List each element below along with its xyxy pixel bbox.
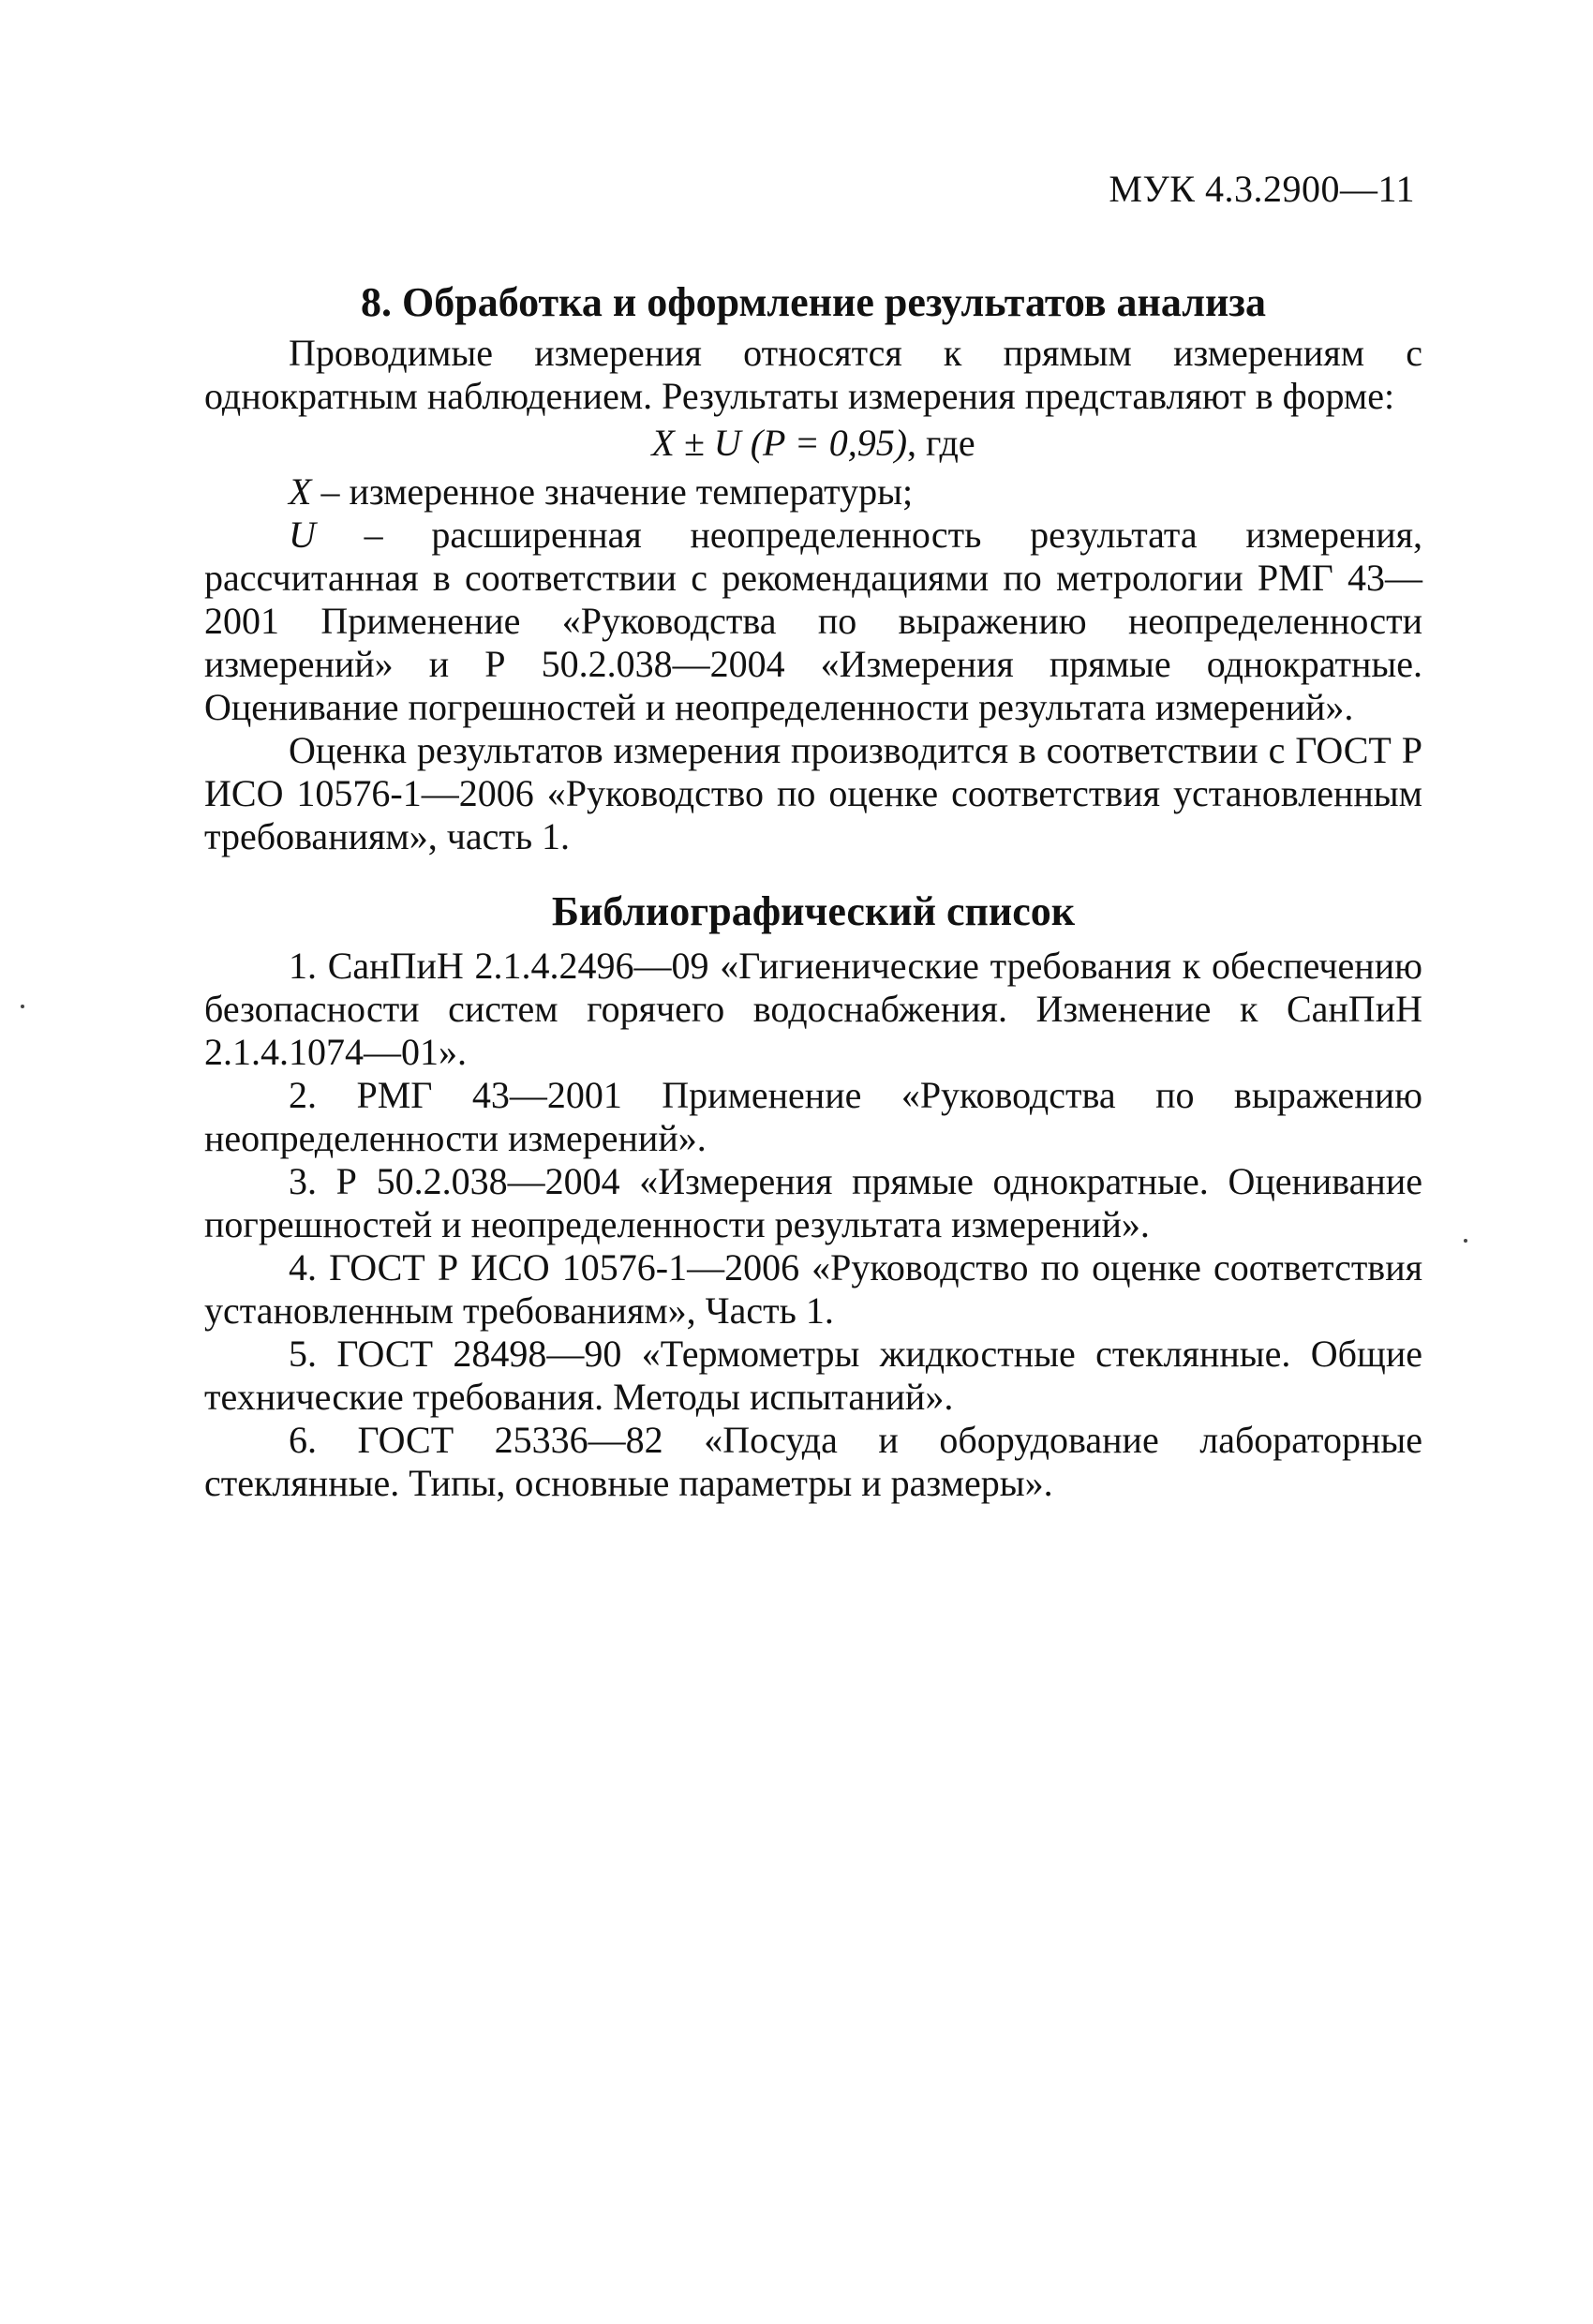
bibliography-heading: Библиографический список: [551, 888, 1076, 934]
definition-x: [204, 470, 1422, 514]
bibliography-item: 6. ГОСТ 25336—82 «Посуда и оборудование лабораторные стеклянные. Типы, основные параметры и размеры».: [204, 1419, 1422, 1504]
definition-u-text: – расширенная неопределенность результата измерения, рассчитанная в соответствии с рекомендациями по метрологии РМГ 43—2001 Применение «Руководства по выражению неопределенности измерений» и Р 50.2.038—2004 «Измерения прямые однократные. Оценивание погрешностей и неопределенности результата измерений».: [204, 514, 1422, 728]
definition-x-text: – измеренное значение температуры;: [311, 470, 914, 513]
bibliography-item: 4. ГОСТ Р ИСО 10576-1—2006 «Руководство по оценке соответствия установленным требованиям», Часть 1.: [204, 1246, 1422, 1332]
definition-u-symbol: U: [289, 514, 316, 556]
bibliography-item: 1. СанПиН 2.1.4.2496—09 «Гигиенические требования к обеспечению безопасности систем горячего водоснабжения. Изменение к СанПиН 2.1.4.1074—01».: [204, 945, 1422, 1073]
definition-u: [204, 514, 1422, 729]
bibliography-list: [204, 945, 1422, 1505]
bibliography-item: 5. ГОСТ 28498—90 «Термометры жидкостные стеклянные. Общие технические требования. Методы испытаний».: [204, 1333, 1422, 1418]
bibliography-item: 3. Р 50.2.038—2004 «Измерения прямые однократные. Оценивание погрешностей и неопределенности результата измерений».: [204, 1160, 1422, 1245]
bibliography-item: 2. РМГ 43—2001 Применение «Руководства по выражению неопределенности измерений».: [204, 1074, 1422, 1159]
formula-expression: X ± U (P = 0,95): [651, 422, 908, 464]
scan-speck: [1464, 1239, 1467, 1243]
formula-suffix: , где: [907, 422, 975, 464]
section-heading: 8. Обработка и оформление результатов анализа: [361, 279, 1266, 325]
result-formula: [204, 420, 1422, 467]
scan-speck: [21, 1005, 24, 1008]
intro-paragraph: Проводимые измерения относятся к прямым измерениям с однократным наблюдением. Результаты измерения представляют в форме:: [204, 332, 1422, 417]
assessment-paragraph: Оценка результатов измерения производится в соответствии с ГОСТ Р ИСО 10576-1—2006 «Руководство по оценке соответствия установленным требованиям», часть 1.: [204, 729, 1422, 857]
definition-x-symbol: X: [289, 470, 312, 513]
document-body: [204, 279, 1422, 1505]
document-code: МУК 4.3.2900—11: [1109, 168, 1415, 210]
